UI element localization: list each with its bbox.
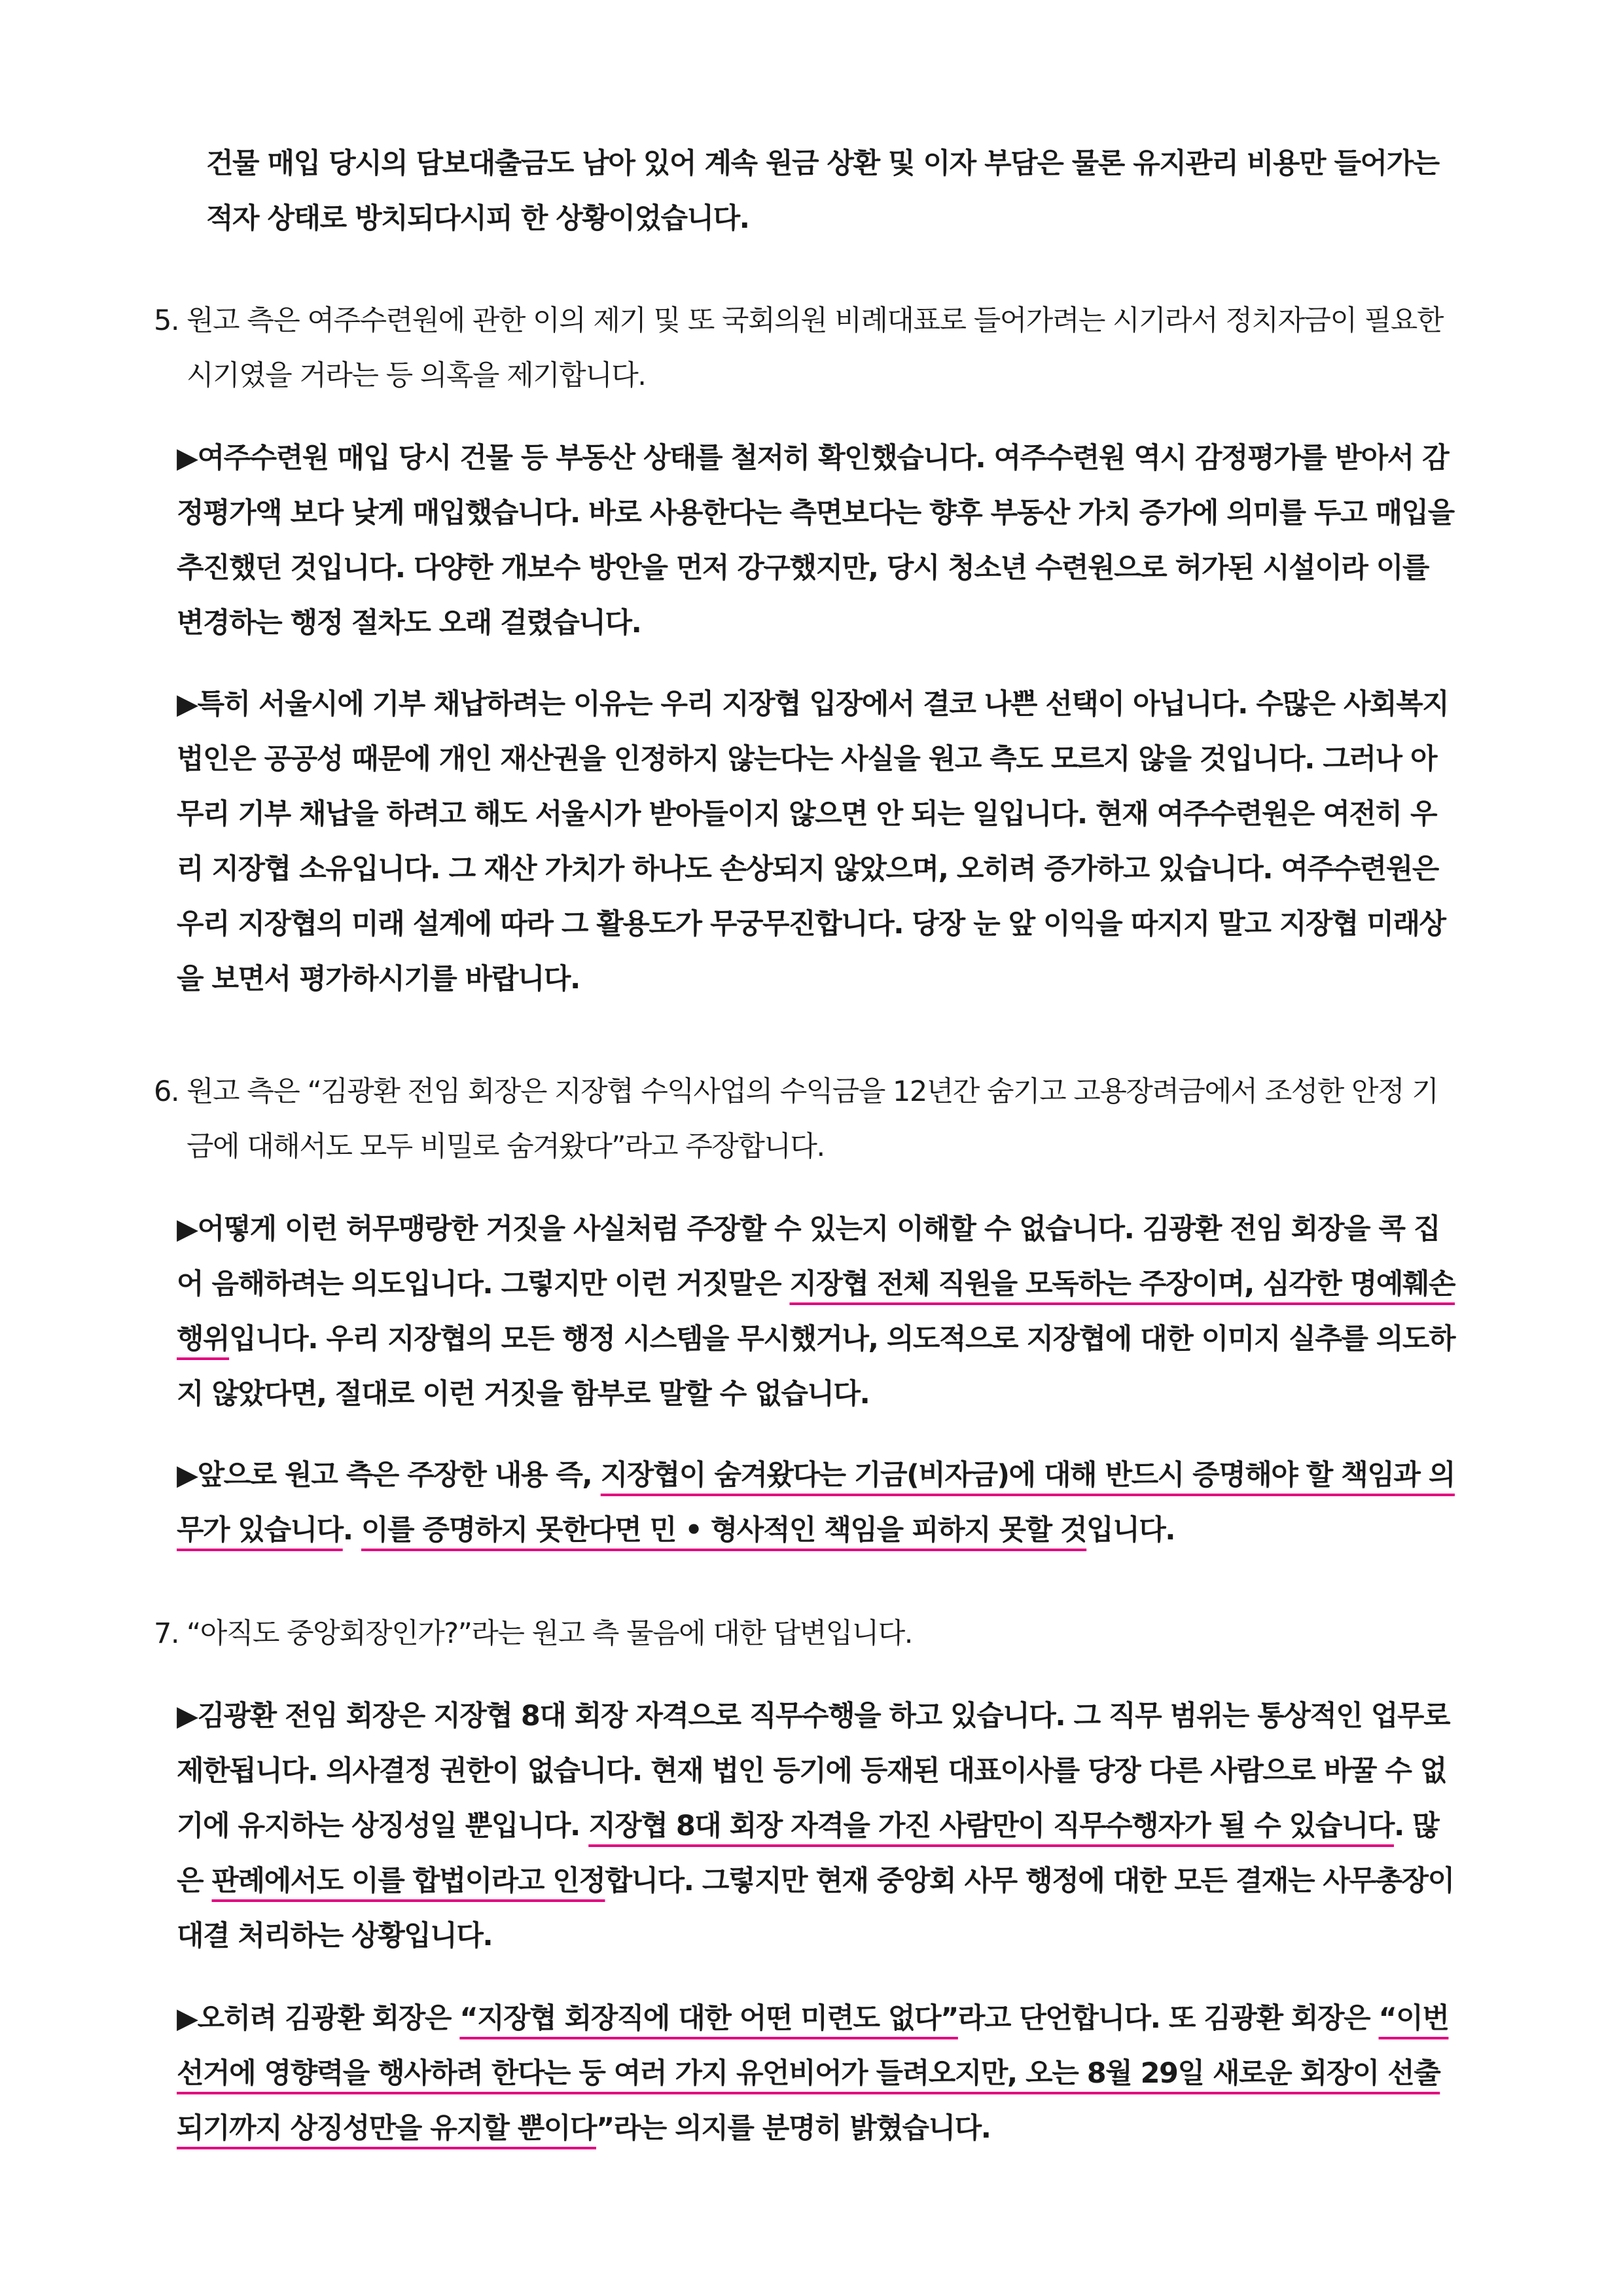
item-7-bullet-2 bbox=[177, 1991, 1463, 2156]
item-6-bullet-1-text: 어떻게 이런 허무맹랑한 거짓을 사실처럼 주장할 수 있는지 이해할 수 없습니다. 김광환 전임 회장을 콕 집어 음해하려는 의도입니다. 그렇지만 이런 거짓말은 bbox=[177, 1213, 1440, 1300]
item-7-bullet-2-text: 오히려 김광환 회장은 bbox=[197, 2002, 460, 2035]
underlined-liability: 이를 증명하지 못한다면 민 • 형사적인 책임을 피하지 못할 것 bbox=[361, 1514, 1087, 1547]
bullet-arrow-icon: ▶ bbox=[177, 688, 198, 721]
item-7-question: 7. “아직도 중앙회장인가?”라는 원고 측 물음에 대한 답변입니다. bbox=[154, 1617, 912, 1650]
underlined-quote-2: “이번 선거에 영향력을 행사하려 한다는 둥 여러 가지 유언비어가 들려오지만, 오는 8월 29일 새로운 회장이 선출되기까지 상징성만을 유지할 뿐이다 bbox=[177, 2002, 1449, 2145]
item-6-bullet-1-text-end: 입니다. 우리 지장협의 모든 행정 시스템을 무시했거나, 의도적으로 지장협에 대한 이미지 실추를 의도하지 않았다면, 절대로 이런 거짓을 함부로 말할 수 없습니다. bbox=[177, 1323, 1455, 1410]
bullet-arrow-icon: ▶ bbox=[177, 1459, 198, 1492]
underlined-claim: 지장협 전체 직원을 모독하는 주장이며, 심각한 명예훼손 행위 bbox=[177, 1268, 1455, 1355]
item-6-question-text: 원고 측은 “김광환 전임 회장은 지장협 수익사업의 수익금을 12년간 숨기고 고용장려금에서 조성한 안정 기금에 대해서도 모두 비밀로 숨겨왔다”라고 주장합니다. bbox=[187, 1075, 1438, 1163]
item-7-bullet-1-text: 김광환 전임 회장은 지장협 8대 회장 자격으로 직무수행을 하고 있습니다. 그 직무 범위는 통상적인 업무로 제한됩니다. 의사결정 권한이 없습니다. 현재 법인 등기에 등재된 대표이사를 당장 다른 사람으로 바꿀 수 없기에 유지하는 상징성일 뿐입니다. bbox=[177, 1700, 1450, 1842]
underlined-qualification: 지장협 8대 회장 자격을 가진 사람만이 직무수행자가 될 수 있습니다 bbox=[588, 1810, 1394, 1842]
item-6-bullet-2 bbox=[177, 1448, 1463, 1558]
item-5-bullet-1-text: 여주수련원 매입 당시 건물 등 부동산 상태를 철저히 확인했습니다. 여주수련원 역시 감정평가를 받아서 감정평가액 보다 낮게 매입했습니다. 바로 사용한다는 측면보다는 향후 부동산 가치 증가에 의미를 두고 매입을 추진했던 것입니다. 다양한 개보수 방안을 먼저 강구했지만, 당시 청소년 수련원으로 허가된 시설이라 이를 변경하는 행정 절차도 오래 걸렸습니다. bbox=[177, 442, 1454, 639]
bullet-arrow-icon: ▶ bbox=[177, 1213, 198, 1246]
item-7-bullet-1-text-end: 합니다. 그렇지만 현재 중앙회 사무 행정에 대한 모든 결재는 사무총장이 대결 처리하는 상황입니다. bbox=[177, 1865, 1454, 1952]
underlined-quote-1: “지장협 회장직에 대한 어떤 미련도 없다” bbox=[459, 2002, 958, 2035]
item-5-question: 5. 원고 측은 여주수련원에 관한 이의 제기 및 또 국회의원 비례대표로 들어가려는 시기라서 정치자금이 필요한 시기였을 거라는 등 의혹을 제기합니다. bbox=[154, 304, 1443, 392]
bullet-arrow-icon: ▶ bbox=[177, 1700, 198, 1732]
item-6-bullet-2-text-end: 입니다. bbox=[1086, 1514, 1175, 1547]
item-6-bullet-2-text-mid: . bbox=[342, 1514, 362, 1547]
bullet-arrow-icon: ▶ bbox=[177, 2002, 198, 2035]
item-6-bullet-2-text: 앞으로 원고 측은 주장한 내용 즉, bbox=[197, 1459, 601, 1492]
item-5-bullet-1 bbox=[177, 431, 1463, 651]
item-5-question-text: 원고 측은 여주수련원에 관한 이의 제기 및 또 국회의원 비례대표로 들어가려는 시기라서 정치자금이 필요한 시기였을 거라는 등 의혹을 제기합니다. bbox=[187, 304, 1443, 392]
underlined-precedent: 판례에서도 이를 합법이라고 인정 bbox=[211, 1865, 605, 1897]
item-6-bullet-1 bbox=[177, 1202, 1463, 1422]
continuation-text: 건물 매입 당시의 담보대출금도 남아 있어 계속 원금 상환 및 이자 부담은 물론 유지관리 비용만 들어가는 적자 상태로 방치되다시피 한 상황이었습니다. bbox=[206, 147, 1439, 235]
item-5-bullet-2-text: 특히 서울시에 기부 채납하려는 이유는 우리 지장협 입장에서 결코 나쁜 선택이 아닙니다. 수많은 사회복지 법인은 공공성 때문에 개인 재산권을 인정하지 않는다는 사실을 원고 측도 모르지 않을 것입니다. 그러나 아무리 기부 채납을 하려고 해도 서울시가 받아들이지 않으면 안 되는 일입니다. 현재 여주수련원은 여전히 우리 지장협 소유입니다. 그 재산 가치가 하나도 손상되지 않았으며, 오히려 증가하고 있습니다. 여주수련원은 우리 지장협의 미래 설계에 따라 그 활용도가 무궁무진합니다. 당장 눈 앞 이익을 따지지 말고 지장협 미래상을 보면서 평가하시기를 바랍니다. bbox=[177, 688, 1449, 996]
item-7-bullet-1-text-mid: . 많은 bbox=[177, 1810, 1439, 1897]
item-7-bullet-2-text-end: ”라는 의지를 분명히 밝혔습니다. bbox=[596, 2112, 991, 2145]
item-6-question: 6. 원고 측은 “김광환 전임 회장은 지장협 수익사업의 수익금을 12년간 숨기고 고용장려금에서 조성한 안정 기금에 대해서도 모두 비밀로 숨겨왔다”라고 주장합니다. bbox=[154, 1075, 1438, 1163]
item-7-bullet-2-text-mid: 라고 단언합니다. 또 김광환 회장은 bbox=[957, 2002, 1379, 2035]
item-7-bullet-1 bbox=[177, 1689, 1463, 1964]
underlined-obligation: 지장협이 숨겨왔다는 기금(비자금)에 대해 반드시 증명해야 할 책임과 의무가 있습니다 bbox=[177, 1459, 1455, 1547]
item-5-bullet-2 bbox=[177, 677, 1463, 1007]
bullet-arrow-icon: ▶ bbox=[177, 442, 198, 475]
item-7-question-text: “아직도 중앙회장인가?”라는 원고 측 물음에 대한 답변입니다. bbox=[187, 1617, 912, 1650]
continuation-paragraph bbox=[206, 136, 1463, 246]
